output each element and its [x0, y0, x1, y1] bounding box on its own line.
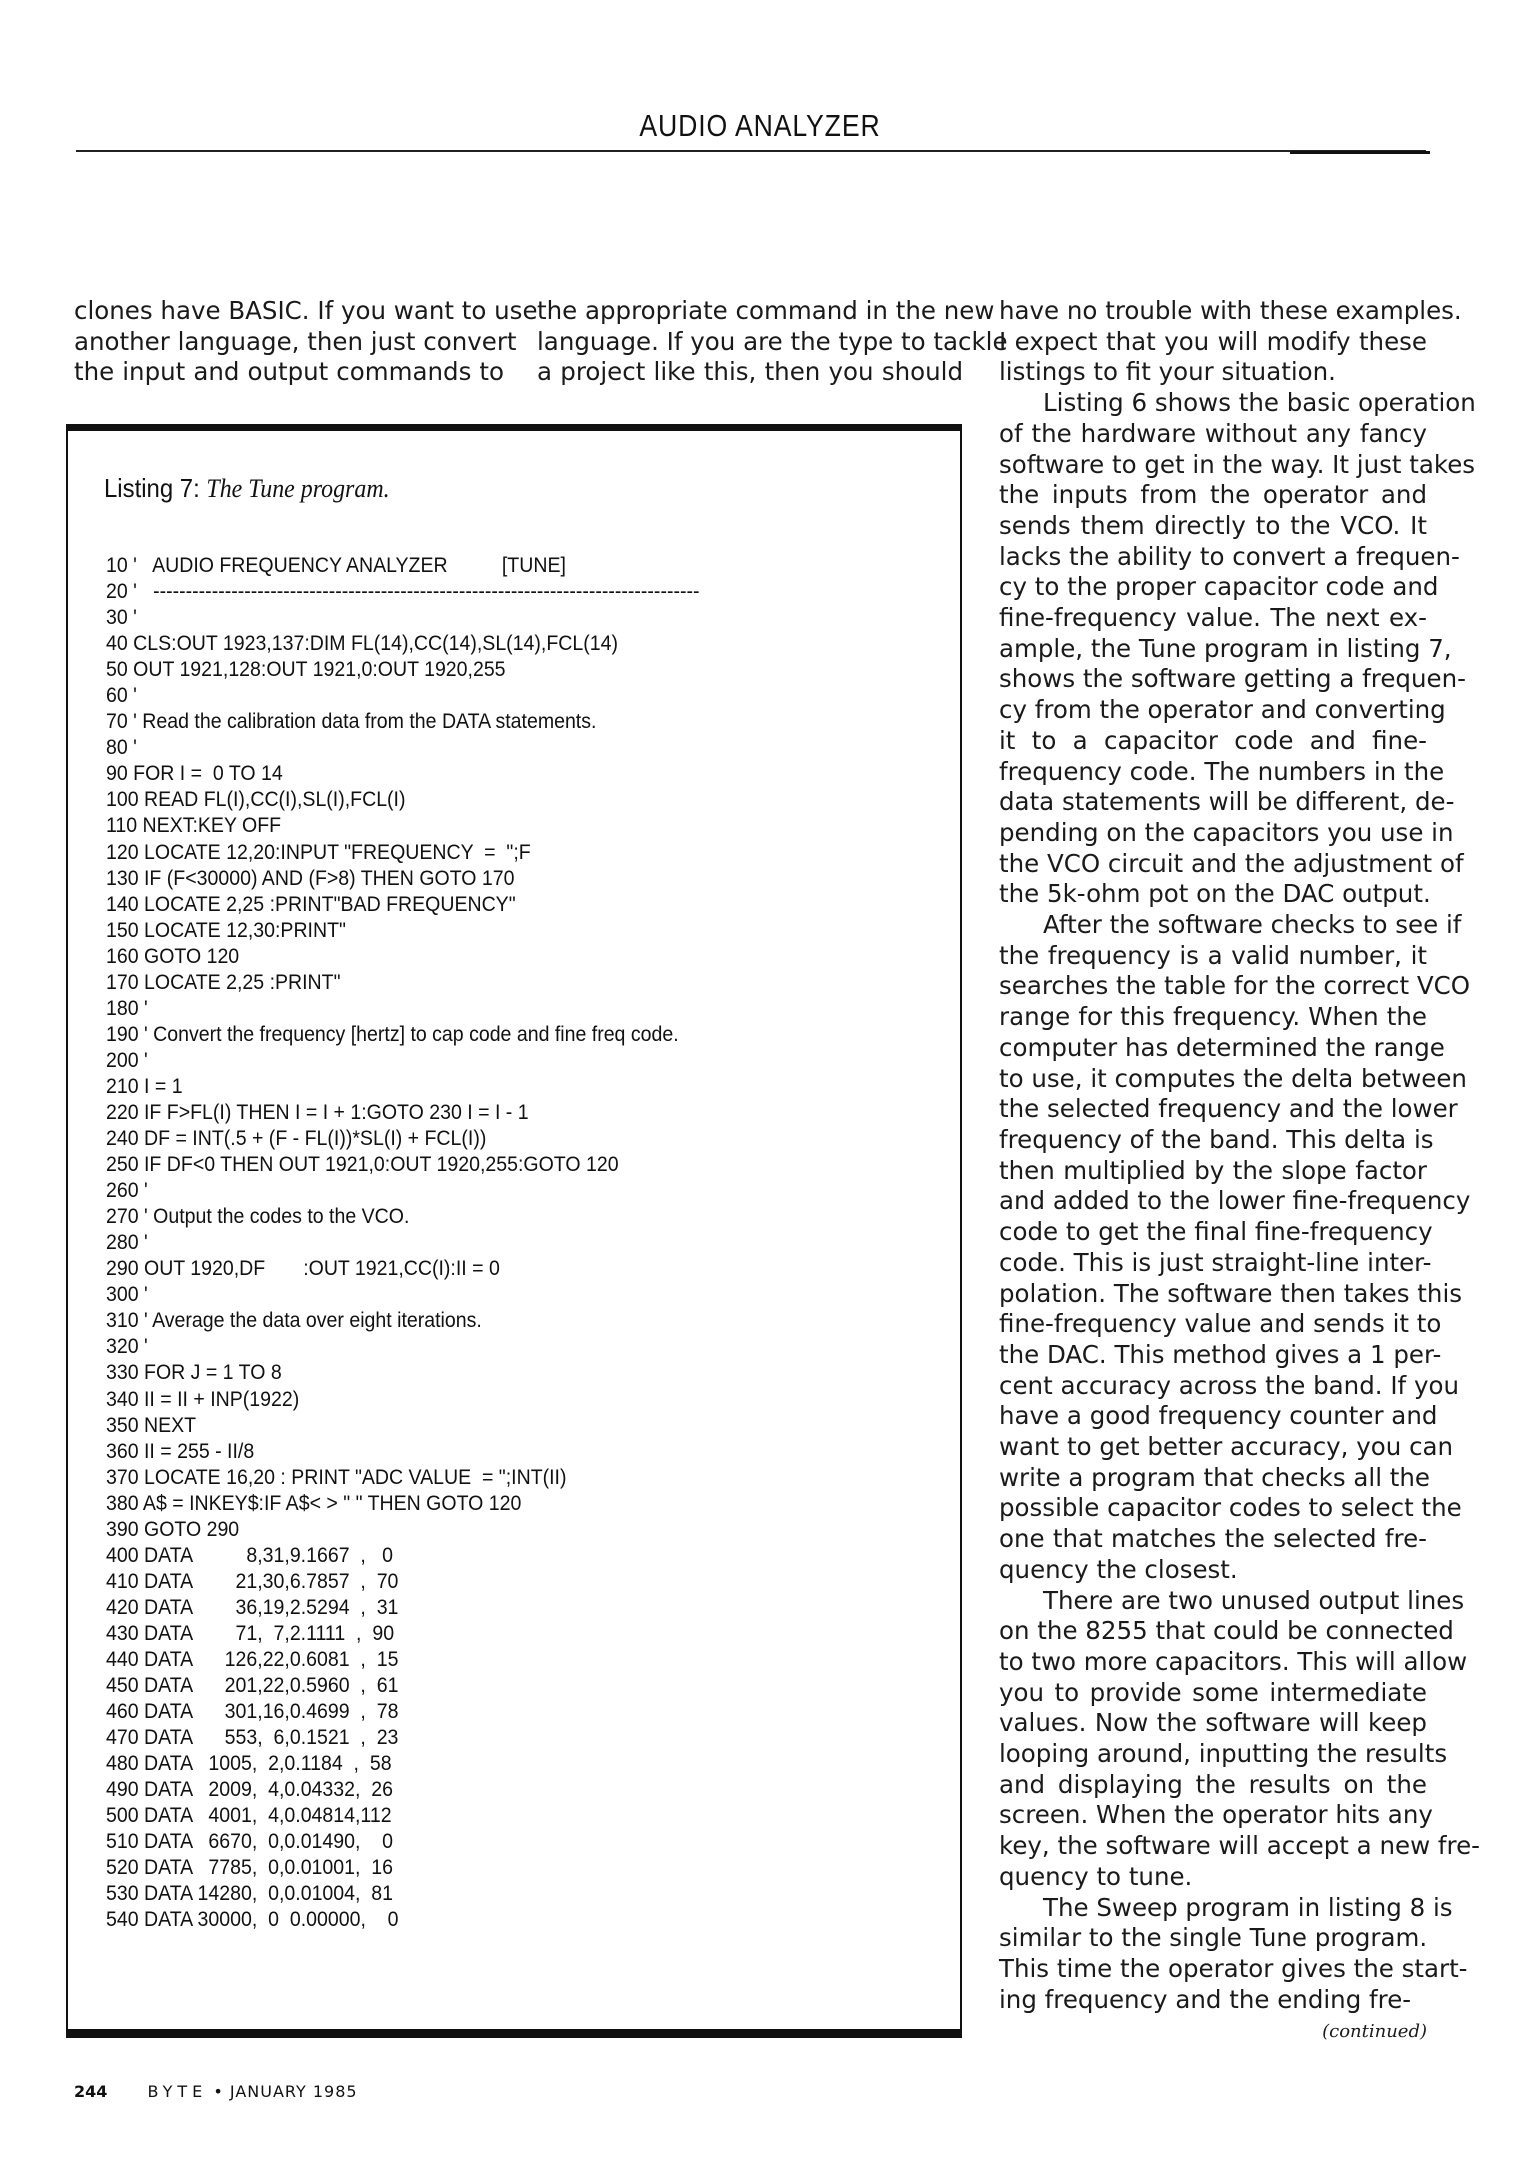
text-line: cy from the operator and converting	[999, 695, 1446, 725]
code-line: 240 DF = INT(.5 + (F - FL(I))*SL(I) + FCL(I))	[106, 1127, 487, 1151]
text-line: shows the software getting a frequen-	[999, 664, 1466, 694]
code-line: 410 DATA 21,30,6.7857 , 70	[106, 1569, 399, 1593]
code-line: 60 '	[106, 684, 137, 708]
text-line: the VCO circuit and the adjustment of	[999, 848, 1464, 878]
text-line: and displaying the results on the	[999, 1769, 1427, 1799]
listing-title-italic: The Tune program.	[206, 474, 390, 503]
text-line: software to get in the way. It just takes	[999, 449, 1476, 479]
code-line: 140 LOCATE 2,25 :PRINT"BAD FREQUENCY"	[106, 892, 516, 916]
text-line: quency the closest.	[999, 1554, 1238, 1584]
text-line: looping around, inputting the results	[999, 1739, 1448, 1769]
text-line: the 5k-ohm pot on the DAC output.	[999, 879, 1431, 909]
page-footer	[74, 2082, 358, 2101]
code-line: 330 FOR J = 1 TO 8	[106, 1361, 282, 1385]
text-line: sends them directly to the VCO. It	[999, 510, 1427, 540]
text-line: After the software checks to see if	[1043, 910, 1462, 940]
text-line: values. Now the software will keep	[999, 1708, 1427, 1738]
code-line: 460 DATA 301,16,0.4699 , 78	[106, 1700, 399, 1724]
text-line: cy to the proper capacitor code and	[999, 572, 1439, 602]
text-line: it to a capacitor code and fine-	[999, 725, 1427, 755]
code-line: 280 '	[106, 1231, 148, 1255]
code-line: 10 ' AUDIO FREQUENCY ANALYZER [TUNE]	[106, 554, 566, 577]
text-line: similar to the single Tune program.	[999, 1923, 1428, 1953]
text-line: to two more capacitors. This will allow	[999, 1646, 1468, 1676]
code-line: 150 LOCATE 12,30:PRINT"	[106, 918, 346, 942]
text-line: have no trouble with these examples.	[999, 296, 1462, 325]
code-line: 320 '	[106, 1335, 148, 1359]
text-line: listings to fit your situation.	[999, 357, 1336, 387]
paragraph	[999, 1892, 1468, 2016]
header-rule	[76, 150, 1426, 152]
column-3-text	[999, 296, 1480, 2045]
column-1-text	[74, 296, 538, 388]
code-line: 70 ' Read the calibration data from the DATA statements.	[106, 710, 597, 734]
text-line: fine-frequency value. The next ex-	[999, 603, 1427, 633]
header-rule-thick-end	[1290, 151, 1430, 154]
code-line: 520 DATA 7785, 0,0.01001, 16	[106, 1856, 394, 1880]
code-line: 430 DATA 71, 7,2.1111 , 90	[106, 1621, 395, 1645]
text-line: have a good frequency counter and	[999, 1401, 1438, 1431]
continued-note: (continued)	[1322, 2021, 1427, 2043]
text-line: language. If you are the type to tackle	[537, 326, 1008, 356]
text-line: possible capacitor codes to select the	[999, 1493, 1462, 1523]
code-line: 360 II = 255 - II/8	[106, 1439, 255, 1463]
code-line: 210 I = 1	[106, 1074, 183, 1098]
code-line: 200 '	[106, 1048, 148, 1072]
listing-title	[104, 473, 390, 504]
text-line: ample, the Tune program in listing 7,	[999, 633, 1452, 663]
text-line: code to get the final fine-frequency	[999, 1217, 1433, 1247]
text-line: the DAC. This method gives a 1 per-	[999, 1339, 1442, 1369]
text-line: clones have BASIC. If you want to use	[74, 296, 538, 325]
issue-date: JANUARY 1985	[229, 2082, 358, 2101]
code-line: 470 DATA 553, 6,0.1521 , 23	[106, 1726, 399, 1750]
paragraph	[999, 388, 1476, 910]
text-line: pending on the capacitors you use in	[999, 817, 1454, 847]
text-line: range for this frequency. When the	[999, 1002, 1427, 1032]
code-line: 120 LOCATE 12,20:INPUT "FREQUENCY = ";F	[106, 840, 531, 864]
text-line: lacks the ability to convert a frequen-	[999, 541, 1460, 571]
code-line: 310 ' Average the data over eight iterations.	[106, 1309, 482, 1333]
text-line: screen. When the operator hits any	[999, 1800, 1433, 1830]
code-line: 390 GOTO 290	[106, 1517, 240, 1541]
paragraph	[999, 1585, 1480, 1893]
paragraph	[999, 910, 1471, 1585]
text-line: want to get better accuracy, you can	[999, 1432, 1454, 1462]
running-head: AUDIO ANALYZER	[639, 108, 881, 143]
text-line: The Sweep program in listing 8 is	[1043, 1892, 1453, 1922]
code-line: 270 ' Output the codes to the VCO.	[106, 1205, 410, 1229]
text-line: the selected frequency and the lower	[999, 1094, 1458, 1124]
code-line: 490 DATA 2009, 4,0.04332, 26	[106, 1778, 394, 1802]
code-line: 380 A$ = INKEY$:IF A$< > " " THEN GOTO 120	[106, 1491, 522, 1515]
text-line: to use, it computes the delta between	[999, 1063, 1467, 1093]
text-line: ing frequency and the ending fre-	[999, 1984, 1412, 2014]
code-line: 480 DATA 1005, 2,0.1184 , 58	[106, 1752, 392, 1776]
text-line: write a program that checks all the	[999, 1462, 1430, 1492]
text-line: the input and output commands to	[74, 357, 504, 387]
code-line: 510 DATA 6670, 0,0.01490, 0	[106, 1830, 394, 1854]
code-line: 50 OUT 1921,128:OUT 1921,0:OUT 1920,255	[106, 658, 506, 682]
text-line: the inputs from the operator and	[999, 480, 1427, 510]
text-line: computer has determined the range	[999, 1032, 1445, 1062]
text-line: Listing 6 shows the basic operation	[1043, 388, 1476, 418]
code-listing	[106, 553, 699, 1933]
code-line: 220 IF F>FL(I) THEN I = I + 1:GOTO 230 I = I - 1	[106, 1100, 529, 1124]
code-line: 100 READ FL(I),CC(I),SL(I),FCL(I)	[106, 788, 406, 812]
text-line: frequency code. The numbers in the	[999, 756, 1445, 786]
text-line: then multiplied by the slope factor	[999, 1155, 1427, 1185]
code-line: 440 DATA 126,22,0.6081 , 15	[106, 1647, 399, 1671]
code-line: 20 ' ------------------------------------------------------------------------------------	[106, 580, 700, 604]
text-line: and added to the lower fine-frequency	[999, 1186, 1471, 1216]
text-line: the appropriate command in the new	[537, 296, 995, 325]
code-line: 110 NEXT:KEY OFF	[106, 814, 282, 838]
code-line: 300 '	[106, 1283, 148, 1307]
text-line: one that matches the selected fre-	[999, 1524, 1427, 1554]
code-line: 30 '	[106, 606, 137, 630]
code-line: 540 DATA 30000, 0 0.00000, 0	[106, 1908, 399, 1932]
text-line: key, the software will accept a new fre-	[999, 1831, 1480, 1861]
code-line: 530 DATA 14280, 0,0.01004, 81	[106, 1882, 394, 1906]
code-line: 190 ' Convert the frequency [hertz] to cap code and fine freq code.	[106, 1022, 679, 1046]
code-line: 160 GOTO 120	[106, 944, 240, 968]
text-line: frequency of the band. This delta is	[999, 1124, 1434, 1154]
text-line: you to provide some intermediate	[999, 1677, 1427, 1707]
code-line: 90 FOR I = 0 TO 14	[106, 762, 283, 786]
code-line: 450 DATA 201,22,0.5960 , 61	[106, 1674, 399, 1698]
text-line: of the hardware without any fancy	[999, 418, 1427, 448]
code-line: 250 IF DF<0 THEN OUT 1921,0:OUT 1920,255:GOTO 120	[106, 1153, 619, 1177]
code-line: 370 LOCATE 16,20 : PRINT "ADC VALUE = ";INT(II)	[106, 1465, 567, 1489]
text-line: This time the operator gives the start-	[999, 1953, 1468, 1983]
code-line: 180 '	[106, 996, 148, 1020]
text-line: There are two unused output lines	[1043, 1585, 1465, 1615]
text-line: code. This is just straight-line inter-	[999, 1247, 1432, 1277]
code-line: 290 OUT 1920,DF :OUT 1921,CC(I):II = 0	[106, 1257, 500, 1281]
code-line: 420 DATA 36,19,2.5294 , 31	[106, 1595, 399, 1619]
code-line: 500 DATA 4001, 4,0.04814,112	[106, 1804, 392, 1828]
text-line: cent accuracy across the band. If you	[999, 1370, 1459, 1400]
text-line: polation. The software then takes this	[999, 1278, 1463, 1308]
column-2-text	[537, 296, 1008, 388]
text-line: a project like this, then you should	[537, 357, 963, 387]
code-line: 400 DATA 8,31,9.1667 , 0	[106, 1543, 393, 1567]
code-line: 40 CLS:OUT 1923,137:DIM FL(14),CC(14),SL(14),FCL(14)	[106, 632, 618, 656]
listing-7-box	[66, 424, 962, 2038]
listing-label: Listing 7:	[104, 473, 207, 503]
code-line: 260 '	[106, 1179, 148, 1203]
code-line: 340 II = II + INP(1922)	[106, 1387, 300, 1411]
code-line: 170 LOCATE 2,25 :PRINT"	[106, 970, 341, 994]
text-line: fine-frequency value and sends it to	[999, 1309, 1442, 1339]
code-line: 350 NEXT	[106, 1413, 197, 1437]
text-line: I expect that you will modify these	[999, 326, 1427, 356]
footer-separator: •	[213, 2082, 224, 2101]
code-line: 80 '	[106, 736, 137, 760]
text-line: searches the table for the correct VCO	[999, 971, 1471, 1001]
paragraph	[999, 296, 1462, 388]
text-line: quency to tune.	[999, 1861, 1193, 1891]
magazine-name: BYTE	[147, 2082, 208, 2101]
text-line: another language, then just convert	[74, 326, 517, 356]
text-line: the frequency is a valid number, it	[999, 940, 1427, 970]
text-line: on the 8255 that could be connected	[999, 1616, 1454, 1646]
page-number: 244	[74, 2082, 108, 2101]
text-line: data statements will be different, de-	[999, 787, 1455, 817]
code-line: 130 IF (F<30000) AND (F>8) THEN GOTO 170	[106, 866, 515, 890]
